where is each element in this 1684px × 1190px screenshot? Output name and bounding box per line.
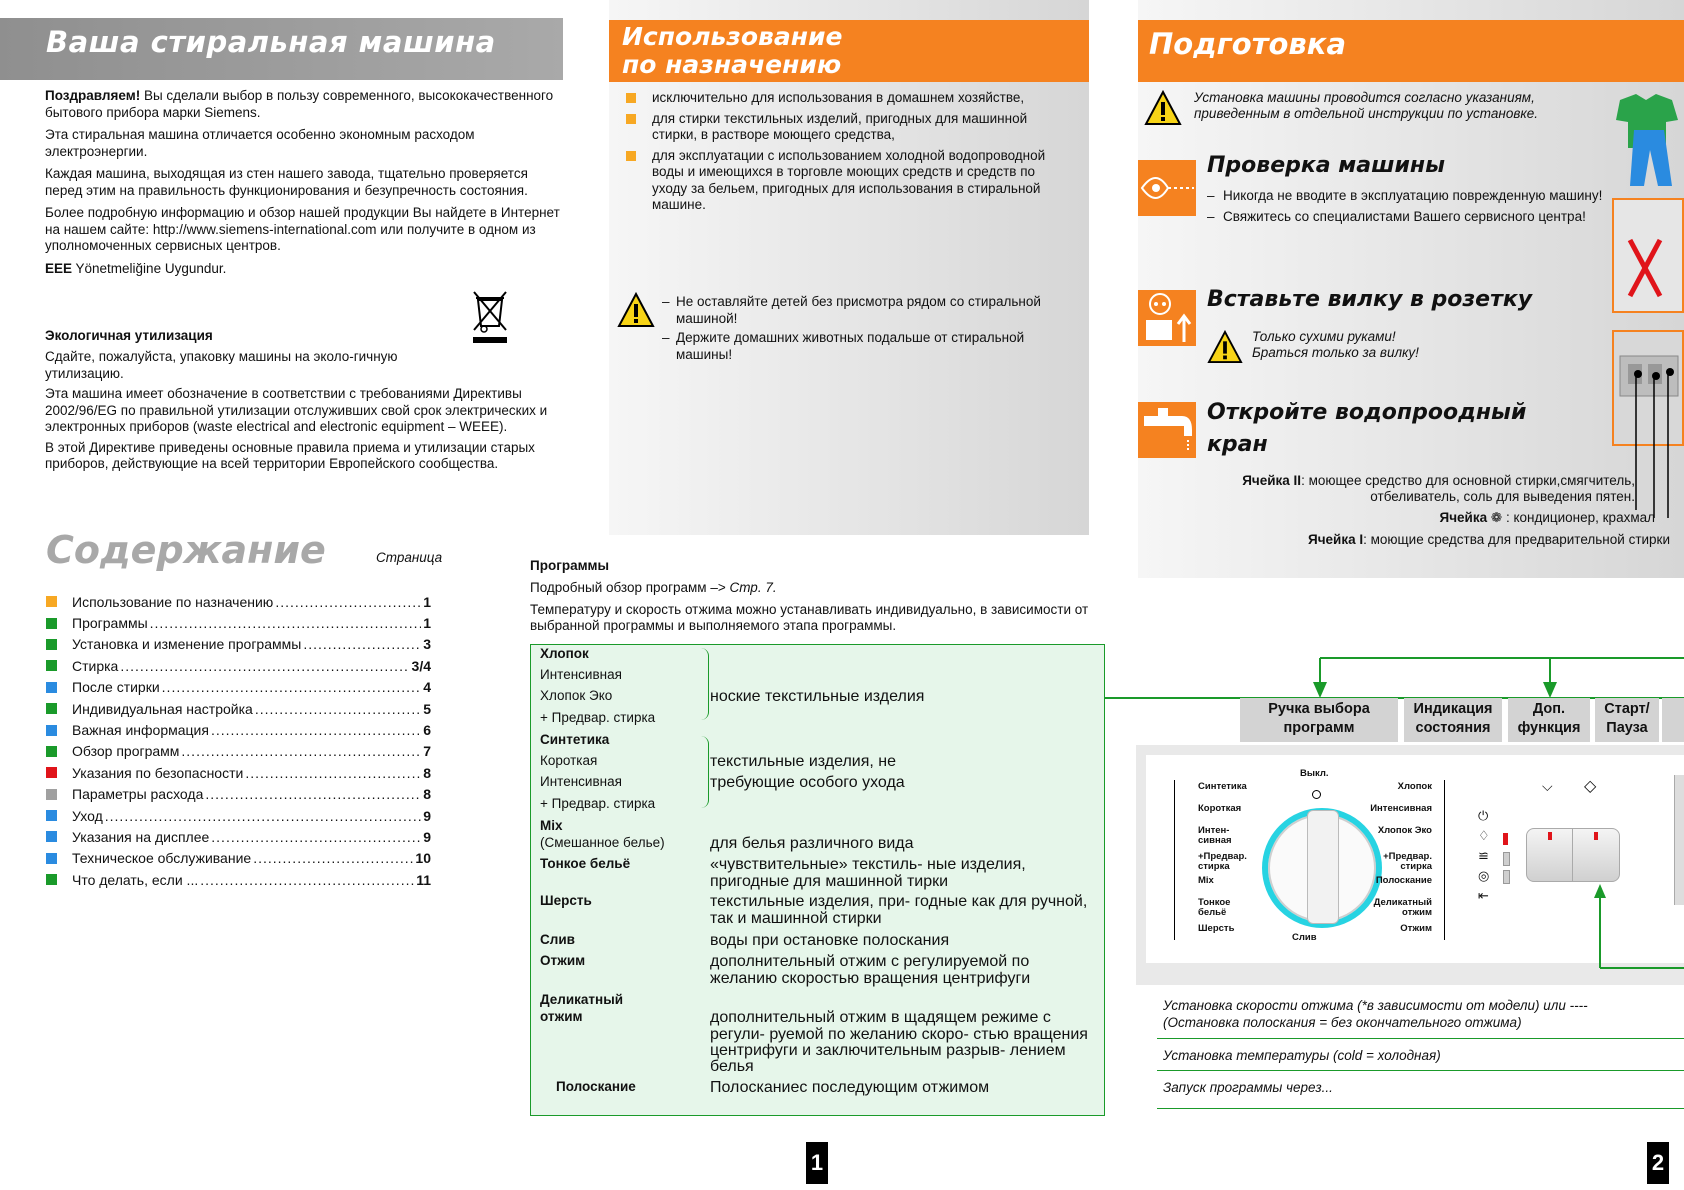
check-title: Проверка машины: [1207, 153, 1446, 178]
intro-text: Более подробную информацию и обзор нашей продукции Вы найдете в Интернет на нашем сайте: http://www.siemens-international.com или получите в одном из уполномоченных сервисных центров.: [45, 205, 560, 253]
dial-label-left[interactable]: +Предвар. стирка: [1198, 851, 1247, 872]
toc-leader: [255, 701, 421, 717]
bottom-note: Установка скорости отжима (*в зависимости от модели) или ----: [1163, 998, 1588, 1013]
program-dial[interactable]: [1262, 808, 1382, 928]
start-connector: [1590, 884, 1684, 970]
program-row: [540, 688, 612, 703]
toc-color-marker: [46, 831, 57, 842]
program-group-bracket: [700, 736, 709, 808]
intro-text: Вы сделали выбор в пользу современного, высококачественного бытового прибора марки Siemens.: [45, 88, 554, 120]
dash: –: [1207, 208, 1215, 224]
intro-text: Эта стиральная машина отличается особенно экономным расходом электроэнергии.: [45, 127, 475, 159]
toc-leader: [211, 722, 421, 738]
damaged-machine-image: [1612, 198, 1684, 313]
dial-label-right[interactable]: +Предвар. стирка: [1383, 851, 1432, 872]
toc-item[interactable]: [46, 677, 431, 698]
program-desc: дополнительный отжим с регулируемой по: [710, 953, 1030, 970]
toc-page: 3/4: [411, 657, 431, 674]
bottom-note-rule: [1157, 1038, 1684, 1039]
eco-title: Экологичная утилизация: [45, 328, 213, 343]
plug-note2: Браться только за вилку!: [1252, 345, 1419, 360]
prewash-icon: ⌵: [1542, 778, 1553, 794]
plug-title: Вставьте вилку в розетку: [1207, 287, 1533, 312]
toc-leader: [253, 850, 413, 866]
toc-leader: [211, 829, 421, 845]
status-led: [1503, 852, 1510, 866]
toc-leader: [105, 808, 421, 824]
toc-color-marker: [46, 703, 57, 714]
program-name: Короткая: [540, 753, 598, 768]
dial-label-right[interactable]: Интенсивная: [1370, 803, 1432, 814]
toc-color-marker: [46, 767, 57, 778]
toc-label: Установка и изменение программы: [72, 636, 302, 653]
program-name: Тонкое бельё: [540, 856, 631, 871]
toc-page: 1: [423, 593, 431, 610]
toc-label: Обзор программ: [72, 743, 180, 760]
usage-header-line1: Использование: [622, 22, 843, 51]
intro-paragraph: [45, 205, 565, 255]
cell-flower-line: [1150, 510, 1655, 526]
program-name: отжим: [540, 1009, 583, 1024]
plug-icon-box: [1138, 290, 1196, 346]
toc-color-marker: [46, 810, 57, 821]
program-desc: так и машинной стирки: [710, 910, 882, 927]
button-led: [1594, 832, 1598, 840]
toc-color-marker: [46, 853, 57, 864]
check-item: [1207, 188, 1612, 205]
program-row: [540, 992, 623, 1007]
program-group-bracket: [700, 648, 709, 720]
toc-leader: [150, 615, 422, 631]
usage-bullet-text: для эксплуатации с использованием холодной водопроводной воды и имеющихся в торговле моющих средств и средств по уходу за бельем, пригодных для использования в стиральной машине.: [652, 147, 1046, 212]
dial-bottom-label: Слив: [1292, 932, 1317, 943]
dial-bracket-left: [1174, 780, 1181, 940]
toc-color-marker: [46, 660, 57, 671]
program-row: [540, 796, 655, 811]
program-row: [540, 1009, 583, 1024]
cell2-text: : моющее средство для основной стирки,смягчитель,: [1301, 473, 1635, 488]
toc-page: 9: [423, 807, 431, 824]
toc-item[interactable]: [46, 784, 431, 805]
page-number-left: 1: [806, 1142, 828, 1184]
toc-item[interactable]: [46, 741, 431, 762]
bottom-note: Запуск программы через...: [1163, 1080, 1333, 1095]
toc-item[interactable]: [46, 655, 431, 676]
check-item: [1207, 209, 1612, 226]
control-label: Старт/ Пауза: [1595, 698, 1659, 742]
laundry-clothes-icon: [1612, 90, 1684, 190]
contents-title: Содержание: [46, 528, 326, 572]
programs-overview-text: Подробный обзор программ –>: [530, 580, 730, 595]
table-of-contents: [46, 591, 431, 890]
control-label: Ручка выбора программ: [1240, 698, 1398, 742]
eco-paragraph: Эта машина имеет обозначение в соответствии с требованиями Директивы 2002/96/EG по правильной утилизации отслуживших свой срок электрических и электронных приборов (waste electrical and electronic equipment – WEEE).: [45, 386, 548, 434]
cell1-line: [1150, 532, 1670, 548]
toc-leader: [303, 636, 421, 652]
toc-page: 10: [415, 850, 431, 867]
eco-text: [45, 349, 567, 477]
toc-label: Техническое обслуживание: [72, 850, 252, 867]
bullet-marker: [626, 114, 636, 124]
toc-leader: [162, 679, 422, 695]
intro-bold: Поздравляем!: [45, 88, 141, 103]
usage-bullet: [626, 90, 1056, 107]
button-led: [1548, 832, 1552, 840]
toc-color-marker: [46, 596, 57, 607]
check-item-text: Никогда не вводите в эксплуатацию поврежденную машину!: [1223, 188, 1603, 203]
toc-item[interactable]: [46, 848, 431, 869]
toc-page: 6: [423, 722, 431, 739]
program-desc: текстильные изделия, не: [710, 753, 897, 770]
cell2-line1: [1150, 473, 1635, 489]
toc-item[interactable]: [46, 634, 431, 655]
program-name: + Предвар. стирка: [540, 710, 656, 725]
intro-text: Каждая машина, выходящая из стен нашего завода, тщательно проверяется перед этим на правильность функционирования и безупречность состояния.: [45, 166, 528, 198]
program-row: [540, 893, 592, 908]
control-label: Доп. функция: [1508, 698, 1590, 742]
start-icon: ◇: [1584, 778, 1597, 795]
toc-item[interactable]: [46, 698, 431, 719]
programs-overview-ref[interactable]: Стр. 7.: [729, 580, 777, 595]
dial-label-left[interactable]: Mix: [1198, 875, 1214, 886]
cell-flower-label: Ячейка: [1439, 510, 1488, 525]
bullet-marker: [626, 93, 636, 103]
program-name: Mix: [540, 818, 563, 833]
program-row: [540, 1079, 636, 1094]
toc-label: Использование по назначению: [72, 593, 274, 610]
toc-page: 4: [423, 679, 431, 696]
program-name: (Смешанное белье): [540, 835, 665, 850]
toc-label: Что делать, если ...: [72, 871, 199, 888]
program-name: Интенсивная: [540, 774, 622, 789]
program-name: Деликатный: [540, 992, 624, 1007]
wash-icon: ♢: [1478, 828, 1490, 843]
power-icon: ⏻: [1478, 808, 1489, 823]
toc-color-marker: [46, 789, 57, 800]
left-header-title: Ваша стиральная машина: [46, 25, 496, 59]
toc-page: 11: [416, 871, 431, 888]
toc-leader: [120, 658, 409, 674]
intro-paragraph: [45, 127, 565, 160]
usage-bullet: [626, 111, 1056, 144]
dial-bracket-right: [1438, 780, 1445, 940]
program-desc: белья: [710, 1058, 754, 1075]
dial-off-marker: [1312, 790, 1321, 799]
program-desc: центрифуги и заключительным разрыв- лением: [710, 1042, 1066, 1059]
status-led-red: [1503, 833, 1508, 845]
prep-header-title: Подготовка: [1149, 27, 1347, 61]
toc-page: 9: [423, 828, 431, 845]
usage-bullets: [626, 90, 1056, 218]
programs-overview: [530, 580, 777, 596]
usage-bullet-text: для стирки текстильных изделий, пригодных для машинной стирки, в растворе моющего средства,: [652, 110, 1028, 142]
warning-icon: [617, 292, 655, 333]
toc-color-marker: [46, 746, 57, 757]
program-desc: «чувствительные» текстиль- ные изделия,: [710, 856, 1026, 873]
warning-icon: [1207, 330, 1243, 369]
toc-item[interactable]: [46, 805, 431, 826]
program-name: Хлопок Эко: [540, 688, 613, 703]
start-pause-button[interactable]: [1572, 828, 1620, 882]
status-led: [1503, 870, 1510, 884]
cell1-label: Ячейка I: [1308, 532, 1364, 547]
toc-page: 1: [423, 615, 431, 632]
program-row: [540, 953, 585, 968]
dial-label-right[interactable]: Хлопок: [1397, 781, 1432, 792]
toc-label: Указания на дисплее: [72, 828, 210, 845]
warning-item: [662, 294, 1042, 327]
intro-paragraph: [45, 88, 565, 121]
control-label: Индикация состояния: [1404, 698, 1502, 742]
toc-leader: [200, 872, 414, 888]
dash: –: [1207, 188, 1215, 203]
intro-bold: EEE: [45, 260, 73, 276]
toc-item[interactable]: [46, 869, 431, 890]
cell2-line2: отбеливатель, соль для выведения пятен.: [1370, 489, 1635, 504]
check-item-text: Свяжитесь со специалистами Вашего сервисного центра!: [1223, 208, 1586, 224]
intro-paragraph: [45, 261, 565, 278]
bottom-note: (Остановка полоскания = без окончательного отжима): [1163, 1015, 1522, 1030]
program-row: [540, 753, 597, 768]
toc-label: Уход: [72, 807, 103, 824]
bottom-note: Установка температуры (cold = холодная): [1163, 1048, 1441, 1063]
program-desc: регули- руемой по желанию скоро- стью вращения: [710, 1026, 1088, 1043]
eco-paragraph: Сдайте, пожалуйста, упаковку машины на эколо-гичную утилизацию.: [45, 349, 398, 381]
toc-color-marker: [46, 682, 57, 693]
programs-note: Температуру и скорость отжима можно устанавливать индивидуально, в зависимости от выбранной программы и выполняемого этапа программы.: [530, 602, 1089, 633]
program-name: Полоскание: [556, 1079, 636, 1094]
toc-color-marker: [46, 618, 57, 629]
warnings-list: [662, 294, 1042, 366]
toc-leader: [181, 743, 421, 759]
program-row: [540, 667, 622, 682]
dial-label-left[interactable]: Короткая: [1198, 803, 1242, 814]
usage-header-line2: по назначению: [622, 50, 842, 79]
program-row: [540, 835, 665, 850]
toc-item[interactable]: [46, 591, 431, 612]
toc-color-marker: [46, 725, 57, 736]
page-number-right: 2: [1647, 1142, 1669, 1184]
toc-label: Параметры расхода: [72, 786, 204, 803]
toc-color-marker: [46, 874, 57, 885]
toc-label: Программы: [72, 615, 148, 632]
toc-item[interactable]: [46, 826, 431, 847]
warning-text: Держите домашних животных подальше от стиральной машины!: [676, 330, 1025, 362]
toc-label: Указания по безопасности: [72, 764, 244, 781]
program-desc: текстильные изделия, при- годные как для ручной,: [710, 893, 1088, 910]
toc-page: 8: [423, 786, 431, 803]
program-name: Интенсивная: [540, 667, 622, 682]
tap-title-line1: Откройте водопроодный: [1207, 400, 1527, 425]
toc-label: Индивидуальная настройка: [72, 700, 253, 717]
program-row: [540, 774, 622, 789]
program-name: Синтетика: [540, 732, 610, 747]
program-row: [540, 856, 630, 871]
dial-label-right[interactable]: Хлопок Эко: [1377, 825, 1432, 836]
intro-text: [45, 88, 565, 283]
dial-label-right[interactable]: Полоскание: [1375, 875, 1432, 886]
dial-label-left[interactable]: Шерсть: [1198, 923, 1235, 934]
dash: –: [662, 330, 670, 345]
dial-label-left[interactable]: Тонкое бельё: [1198, 897, 1231, 918]
rinse-icon: ≌: [1478, 848, 1489, 863]
toc-item[interactable]: [46, 762, 431, 783]
warning-icon: [1144, 90, 1182, 131]
program-name: Шерсть: [540, 893, 592, 908]
toc-item[interactable]: [46, 612, 431, 633]
toc-label: После стирки: [72, 679, 160, 696]
toc-page: 3: [423, 636, 431, 653]
extra-function-button[interactable]: [1526, 828, 1574, 882]
program-desc: требующие особого ухода: [710, 774, 905, 791]
program-name: Хлопок: [540, 646, 589, 661]
dial-label-right[interactable]: Деликатный отжим: [1373, 897, 1432, 918]
program-desc: Полосканиес последующим отжимом: [710, 1079, 990, 1096]
eco-paragraph: В этой Директиве приведены основные правила приема и утилизации старых приборов, действующие на всей территории Европейского сообщества.: [45, 439, 535, 471]
usage-bullet: [626, 148, 1056, 214]
intro-text: Yönetmeliğine Uygundur.: [72, 260, 227, 276]
program-desc: воды при остановке полоскания: [710, 932, 950, 949]
program-name: Слив: [540, 932, 575, 947]
programs-title: Программы: [530, 558, 610, 573]
install-note: Установка машины проводится согласно указаниям, приведенным в отдельной инструкции по установке.: [1194, 90, 1539, 121]
program-desc: для белья различного вида: [710, 835, 914, 852]
program-name: + Предвар. стирка: [540, 796, 656, 811]
toc-leader: [275, 594, 421, 610]
program-row: [540, 932, 575, 947]
toc-page: 5: [423, 700, 431, 717]
dial-label-left[interactable]: Синтетика: [1198, 781, 1247, 792]
bullet-marker: [626, 151, 636, 161]
program-desc: дополнительный отжим в щадящем режиме с: [710, 1009, 1051, 1026]
toc-page: 7: [423, 743, 431, 760]
intro-paragraph: [45, 166, 565, 199]
program-desc: пригодные для машинной тирки: [710, 873, 949, 890]
check-items: [1207, 188, 1612, 229]
button-connector-lines: [1310, 656, 1684, 700]
toc-item[interactable]: [46, 719, 431, 740]
dash: –: [662, 294, 670, 309]
dial-label-right[interactable]: Отжим: [1400, 923, 1432, 934]
weee-bin-icon: [470, 290, 510, 346]
cell-flower-text: : кондиционер, крахмал: [1502, 510, 1655, 525]
tap-icon-box: [1138, 402, 1196, 458]
program-row: [540, 732, 609, 747]
warning-item: [662, 330, 1042, 363]
toc-color-marker: [46, 639, 57, 650]
cell1-text: : моющие средства для предварительной стирки: [1363, 532, 1670, 547]
flower-icon: ❁: [1490, 510, 1503, 525]
dial-off-label: Выкл.: [1300, 768, 1329, 779]
plug-note1: Только сухими руками!: [1252, 329, 1396, 344]
toc-label: Стирка: [72, 657, 119, 674]
program-row: [540, 710, 655, 725]
toc-label: Важная информация: [72, 722, 209, 739]
spin-icon: ◎: [1478, 868, 1490, 883]
toc-leader: [245, 765, 421, 781]
dial-handle: [1307, 810, 1339, 924]
cell2-label: Ячейка II: [1242, 473, 1302, 488]
control-label-partial: [1662, 698, 1684, 742]
warning-text: Не оставляйте детей без присмотра рядом со стиральной машиной!: [676, 294, 1041, 326]
dial-label-left[interactable]: Интен-сивная: [1198, 825, 1232, 846]
eye-icon-box: [1138, 160, 1196, 216]
tap-title-line2: кран: [1207, 432, 1268, 457]
program-row: [540, 818, 563, 833]
program-row: [540, 646, 589, 661]
bottom-note-rule: [1157, 1070, 1684, 1071]
bottom-note-rule: [1157, 1108, 1684, 1109]
contents-page-label: Страница: [376, 550, 443, 565]
program-desc: ноские текстильные изделия: [710, 688, 925, 705]
end-icon: ⇤: [1478, 888, 1489, 903]
program-name: Отжим: [540, 953, 586, 968]
usage-bullet-text: исключительно для использования в домашнем хозяйстве,: [652, 90, 1025, 105]
program-desc: желанию скоростью вращения центрифуги: [710, 970, 1031, 987]
toc-leader: [205, 786, 421, 802]
toc-page: 8: [423, 764, 431, 781]
